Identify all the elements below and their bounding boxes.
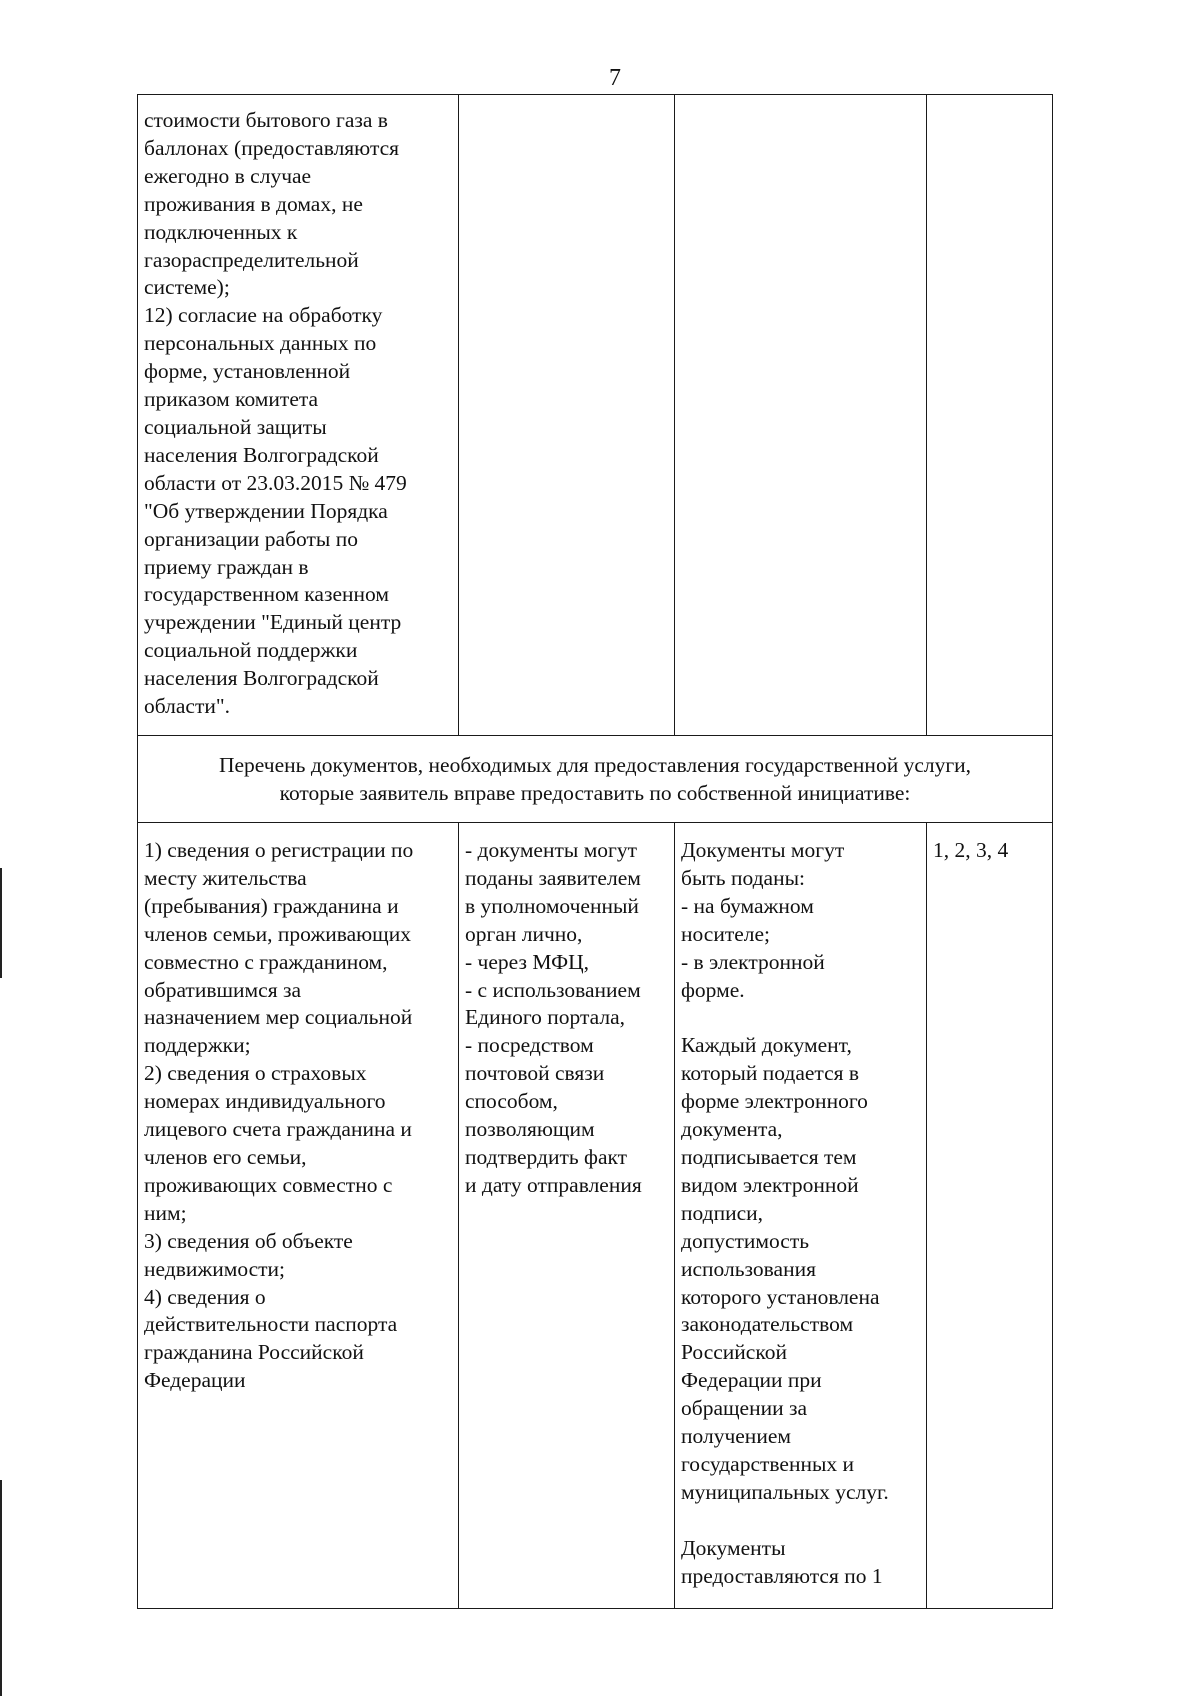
document-table (137, 94, 1053, 1609)
table-row-section-header (138, 736, 1053, 823)
table-cell-documents-list: стоимости бытового газа в баллонах (предоставляются ежегодно в случае проживания в домах, не подключенных к газораспределительной системе); 12) согласие на обработку персональных данных по форме, установленной приказом комитета социальной защиты населения Волгоградской области от 23.03.2015 № 479 "Об утверждении Порядка организации работы по приему граждан в государственном казенном учреждении "Единый центр социальной поддержки населения Волгоградской области". (138, 95, 459, 736)
table-cell-submission-method: - документы могут поданы заявителем в уполномоченный орган лично, - через МФЦ, - с использованием Единого портала, - посредством почтовой связи способом, позволяющим подтвердить факт и дату отправления (459, 823, 675, 1609)
table-cell-submission-form (675, 95, 927, 736)
page-number: 7 (609, 65, 621, 91)
table-cell-submission-method (459, 95, 675, 736)
table-row-continued (138, 95, 1053, 736)
scan-edge-mark (0, 1480, 2, 1696)
table-cell-documents-list: 1) сведения о регистрации по месту жительства (пребывания) гражданина и членов семьи, проживающих совместно с гражданином, обратившимся за назначением мер социальной поддержки; 2) сведения о страховых номерах индивидуального лицевого счета гражданина и членов его семьи, проживающих совместно с ним; 3) сведения об объекте недвижимости; 4) сведения о действительности паспорта гражданина Российской Федерации (138, 823, 459, 1609)
scan-edge-mark (0, 868, 2, 978)
section-header: Перечень документов, необходимых для предоставления государственной услуги, которые заявитель вправе предоставить по собственной инициативе: (138, 736, 1053, 823)
table-cell-submission-form: Документы могут быть поданы: - на бумажном носителе; - в электронной форме. Каждый документ, который подается в форме электронного документа, подписывается тем видом электронной подписи, допустимость использования которого установлена законодательством Российской Федерации при обращении за получением государственных и муниципальных услуг. Документы предоставляются по 1 (675, 823, 927, 1609)
table-cell-applicable-items (927, 95, 1053, 736)
table-cell-applicable-items: 1, 2, 3, 4 (927, 823, 1053, 1609)
table-row-optional-documents (138, 823, 1053, 1609)
